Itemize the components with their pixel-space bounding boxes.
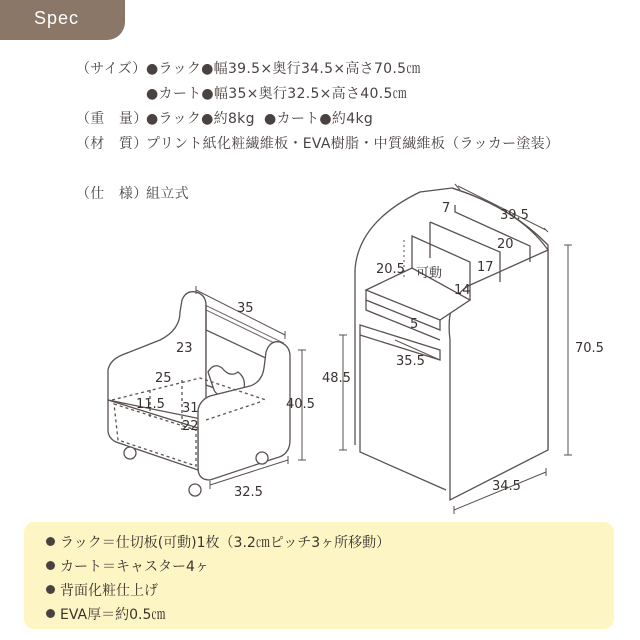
cart-dim-depth: 32.5 xyxy=(234,485,263,500)
note-item xyxy=(46,532,390,552)
spec-material-value: プリント紙化粧繊維板・EVA樹脂・中質繊維板（ラッカー塗装） xyxy=(146,136,560,152)
rack-dim-34-5: 34.5 xyxy=(492,479,521,494)
spec-spec-label: （仕 様） xyxy=(76,186,148,202)
spec-size-rack: ●ラック●幅39.5×奥行34.5×高さ70.5㎝ xyxy=(146,61,421,77)
spec-spec-value: 組立式 xyxy=(146,186,189,202)
note-item xyxy=(46,604,165,624)
bullet-icon xyxy=(46,585,55,594)
note-text: 背面化粧仕上げ xyxy=(60,583,158,599)
rack-dim-17: 17 xyxy=(477,260,494,275)
note-text: ラック＝仕切板(可動)1枚（3.2㎝ピッチ3ヶ所移動） xyxy=(60,535,391,551)
cart-dim-23: 23 xyxy=(176,341,193,356)
note-text: カート＝キャスター4ヶ xyxy=(60,559,209,575)
cart-drawing xyxy=(108,286,306,496)
spec-size-label: （サイズ） xyxy=(76,61,147,77)
cart-dim-25: 25 xyxy=(155,371,172,386)
bullet-icon xyxy=(46,537,55,546)
bullet-icon xyxy=(46,561,55,570)
rack-dim-70-5: 70.5 xyxy=(575,341,604,356)
cart-dim-31: 31 xyxy=(182,401,199,416)
spec-weight-rack: ●ラック●約8kg xyxy=(146,111,255,127)
rack-dim-7: 7 xyxy=(442,201,451,216)
spec-weight-cart: ●カート●約4kg xyxy=(264,111,374,127)
cart-dim-height: 40.5 xyxy=(286,397,315,412)
rack-label-movable: 可動 xyxy=(416,266,443,281)
cart-dim-width: 35 xyxy=(237,301,254,316)
rack-dim-5: 5 xyxy=(410,317,419,332)
note-item xyxy=(46,580,158,600)
rack-dim-20: 20 xyxy=(497,237,514,252)
cart-dim-11-5: 11.5 xyxy=(136,397,165,412)
rack-dim-39-5: 39.5 xyxy=(500,208,529,223)
spec-weight-label: （重 量） xyxy=(76,111,148,127)
spec-material-label: （材 質） xyxy=(76,136,148,152)
notes-box xyxy=(24,522,614,629)
section-title: Spec xyxy=(34,8,80,28)
spec-size-cart: ●カート●幅35×奥行32.5×高さ40.5㎝ xyxy=(146,86,407,102)
rack-dim-48-5: 48.5 xyxy=(322,371,351,386)
cart-dim-22: 22 xyxy=(182,419,199,434)
note-item xyxy=(46,556,209,576)
rack-dim-20-5: 20.5 xyxy=(376,262,405,277)
rack-dim-14: 14 xyxy=(454,283,471,298)
rack-drawing xyxy=(339,184,572,514)
rack-dim-35-5: 35.5 xyxy=(396,354,425,369)
bullet-icon xyxy=(46,609,55,618)
note-text: EVA厚＝約0.5㎝ xyxy=(60,607,166,623)
